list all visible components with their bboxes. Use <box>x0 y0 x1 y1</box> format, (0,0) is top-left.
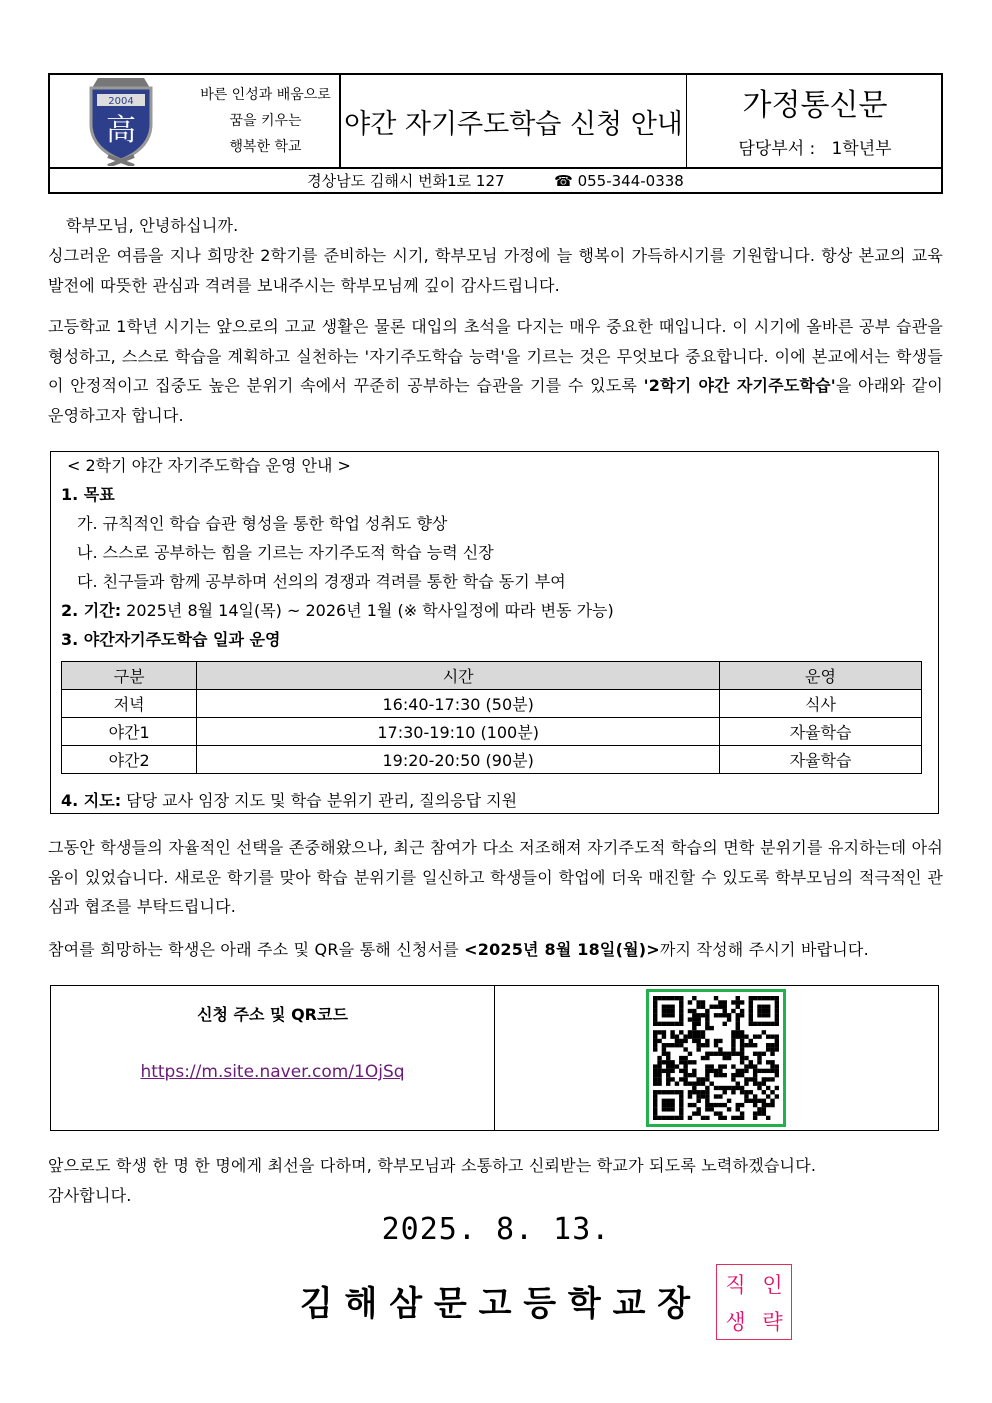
slogan-line: 꿈을 키우는 <box>229 113 302 129</box>
qr-code-icon <box>653 996 779 1120</box>
date: 2025. 8. 13. <box>381 1212 611 1247</box>
goal-item: 다. 친구들과 함께 공부하며 선의의 경쟁과 격려를 통한 학습 동기 부여 <box>77 572 566 591</box>
purpose-paragraph: 고등학교 1학년 시기는 앞으로의 고교 생활은 물론 대입의 초석을 다지는 매우 중요한 때입니다. 이 시기에 올바른 공부 습관을 형성하고, 스스로 학습을 계획하고 실천하는 '자기주도학습 능력'을 기르는 것은 무엇보다 중요합니다. 이에 본교에서는 학생들이 안정적이고 집중도 높은 분위기 속에서 꾸준히 공부하는 습관을 기를 수 있도록 '2학기 야간 자기주도학습'을 아래와 같이 운영하고자 합니다. <box>48 317 943 425</box>
guide-box <box>50 451 939 814</box>
table-row: 야간1 17:30-19:10 (100분) 자율학습 <box>62 718 922 746</box>
document-title: 야간 자기주도학습 신청 안내 <box>340 75 687 167</box>
closing-paragraph: 앞으로도 학생 한 명 한 명에게 최선을 다하며, 학부모님과 소통하고 신뢰받는 학교가 되도록 노력하겠습니다. <box>48 1156 817 1175</box>
address: 경상남도 김해시 번화1로 127 <box>307 172 505 190</box>
slogan-line: 행복한 학교 <box>229 139 302 155</box>
thanks: 감사합니다. <box>48 1186 132 1205</box>
schedule-table <box>61 661 922 774</box>
phone-number: 055-344-0338 <box>577 172 684 190</box>
doc-type-cell <box>687 75 943 167</box>
department: 담당부서 : 1학년부 <box>738 138 892 159</box>
table-header: 운영 <box>719 662 921 690</box>
school-emblem-icon <box>88 76 154 166</box>
svg-text:2004: 2004 <box>108 96 134 107</box>
school-logo <box>50 75 192 167</box>
address-row <box>50 167 941 194</box>
application-table <box>50 985 939 1131</box>
intro-paragraph: 싱그러운 여름을 지나 희망찬 2학기를 준비하는 시기, 학부모님 가정에 늘 행복이 가득하시기를 기원합니다. 항상 본교의 교육 발전에 따뜻한 관심과 격려를 보내주시는 학부모님께 깊이 감사드립니다. <box>48 246 943 295</box>
table-header: 시간 <box>197 662 720 690</box>
section-schedule: 3. 야간자기주도학습 일과 운영 <box>61 630 281 649</box>
slogan-line: 바른 인성과 배움으로 <box>200 87 331 103</box>
section-guidance: 4. 지도: 담당 교사 임장 지도 및 학습 분위기 관리, 질의응답 지원 <box>61 791 518 810</box>
guide-heading: < 2학기 야간 자기주도학습 운영 안내 > <box>67 456 351 475</box>
greeting: 학부모님, 안녕하십니까. <box>66 216 239 235</box>
goal-item: 나. 스스로 공부하는 힘을 기르는 자기주도적 학습 능력 신장 <box>77 543 494 562</box>
section-period: 2. 기간: 2025년 8월 14일(목) ~ 2026년 1월 (※ 학사일정에 따라 변동 가능) <box>61 601 614 620</box>
qr-code[interactable] <box>646 989 786 1127</box>
letterhead <box>48 73 943 194</box>
application-link[interactable]: https://m.site.naver.com/1OjSq <box>140 1062 405 1082</box>
seal-stamp: 직 인 생 략 <box>716 1264 792 1340</box>
school-slogan <box>192 75 340 167</box>
table-header: 구분 <box>62 662 197 690</box>
goal-item: 가. 규칙적인 학습 습관 형성을 통한 학업 성취도 향상 <box>77 514 448 533</box>
table-row: 야간2 19:20-20:50 (90분) 자율학습 <box>62 746 922 774</box>
svg-text:高: 高 <box>106 113 136 148</box>
principal-name: 김 해 삼 문 고 등 학 교 장 <box>299 1284 691 1324</box>
application-label: 신청 주소 및 QR코드 <box>197 1005 348 1024</box>
section-goal: 1. 목표 <box>61 485 115 504</box>
request-paragraph: 그동안 학생들의 자율적인 선택을 존중해왔으나, 최근 참여가 다소 저조해져 자기주도적 학습의 면학 분위기를 유지하는데 아쉬움이 있었습니다. 새로운 학기를 맞아 학습 분위기를 일신하고 학생들이 학업에 더욱 매진할 수 있도록 학부모님의 적극적인 관심과 협조를 부탁드립니다. <box>48 838 943 916</box>
deadline-paragraph: 참여를 희망하는 학생은 아래 주소 및 QR을 통해 신청서를 <2025년 8월 18일(월)>까지 작성해 주시기 바랍니다. <box>48 940 869 959</box>
doc-type: 가정통신문 <box>742 87 888 123</box>
phone-icon: ☎ <box>554 172 573 190</box>
table-row: 저녁 16:40-17:30 (50분) 식사 <box>62 690 922 718</box>
